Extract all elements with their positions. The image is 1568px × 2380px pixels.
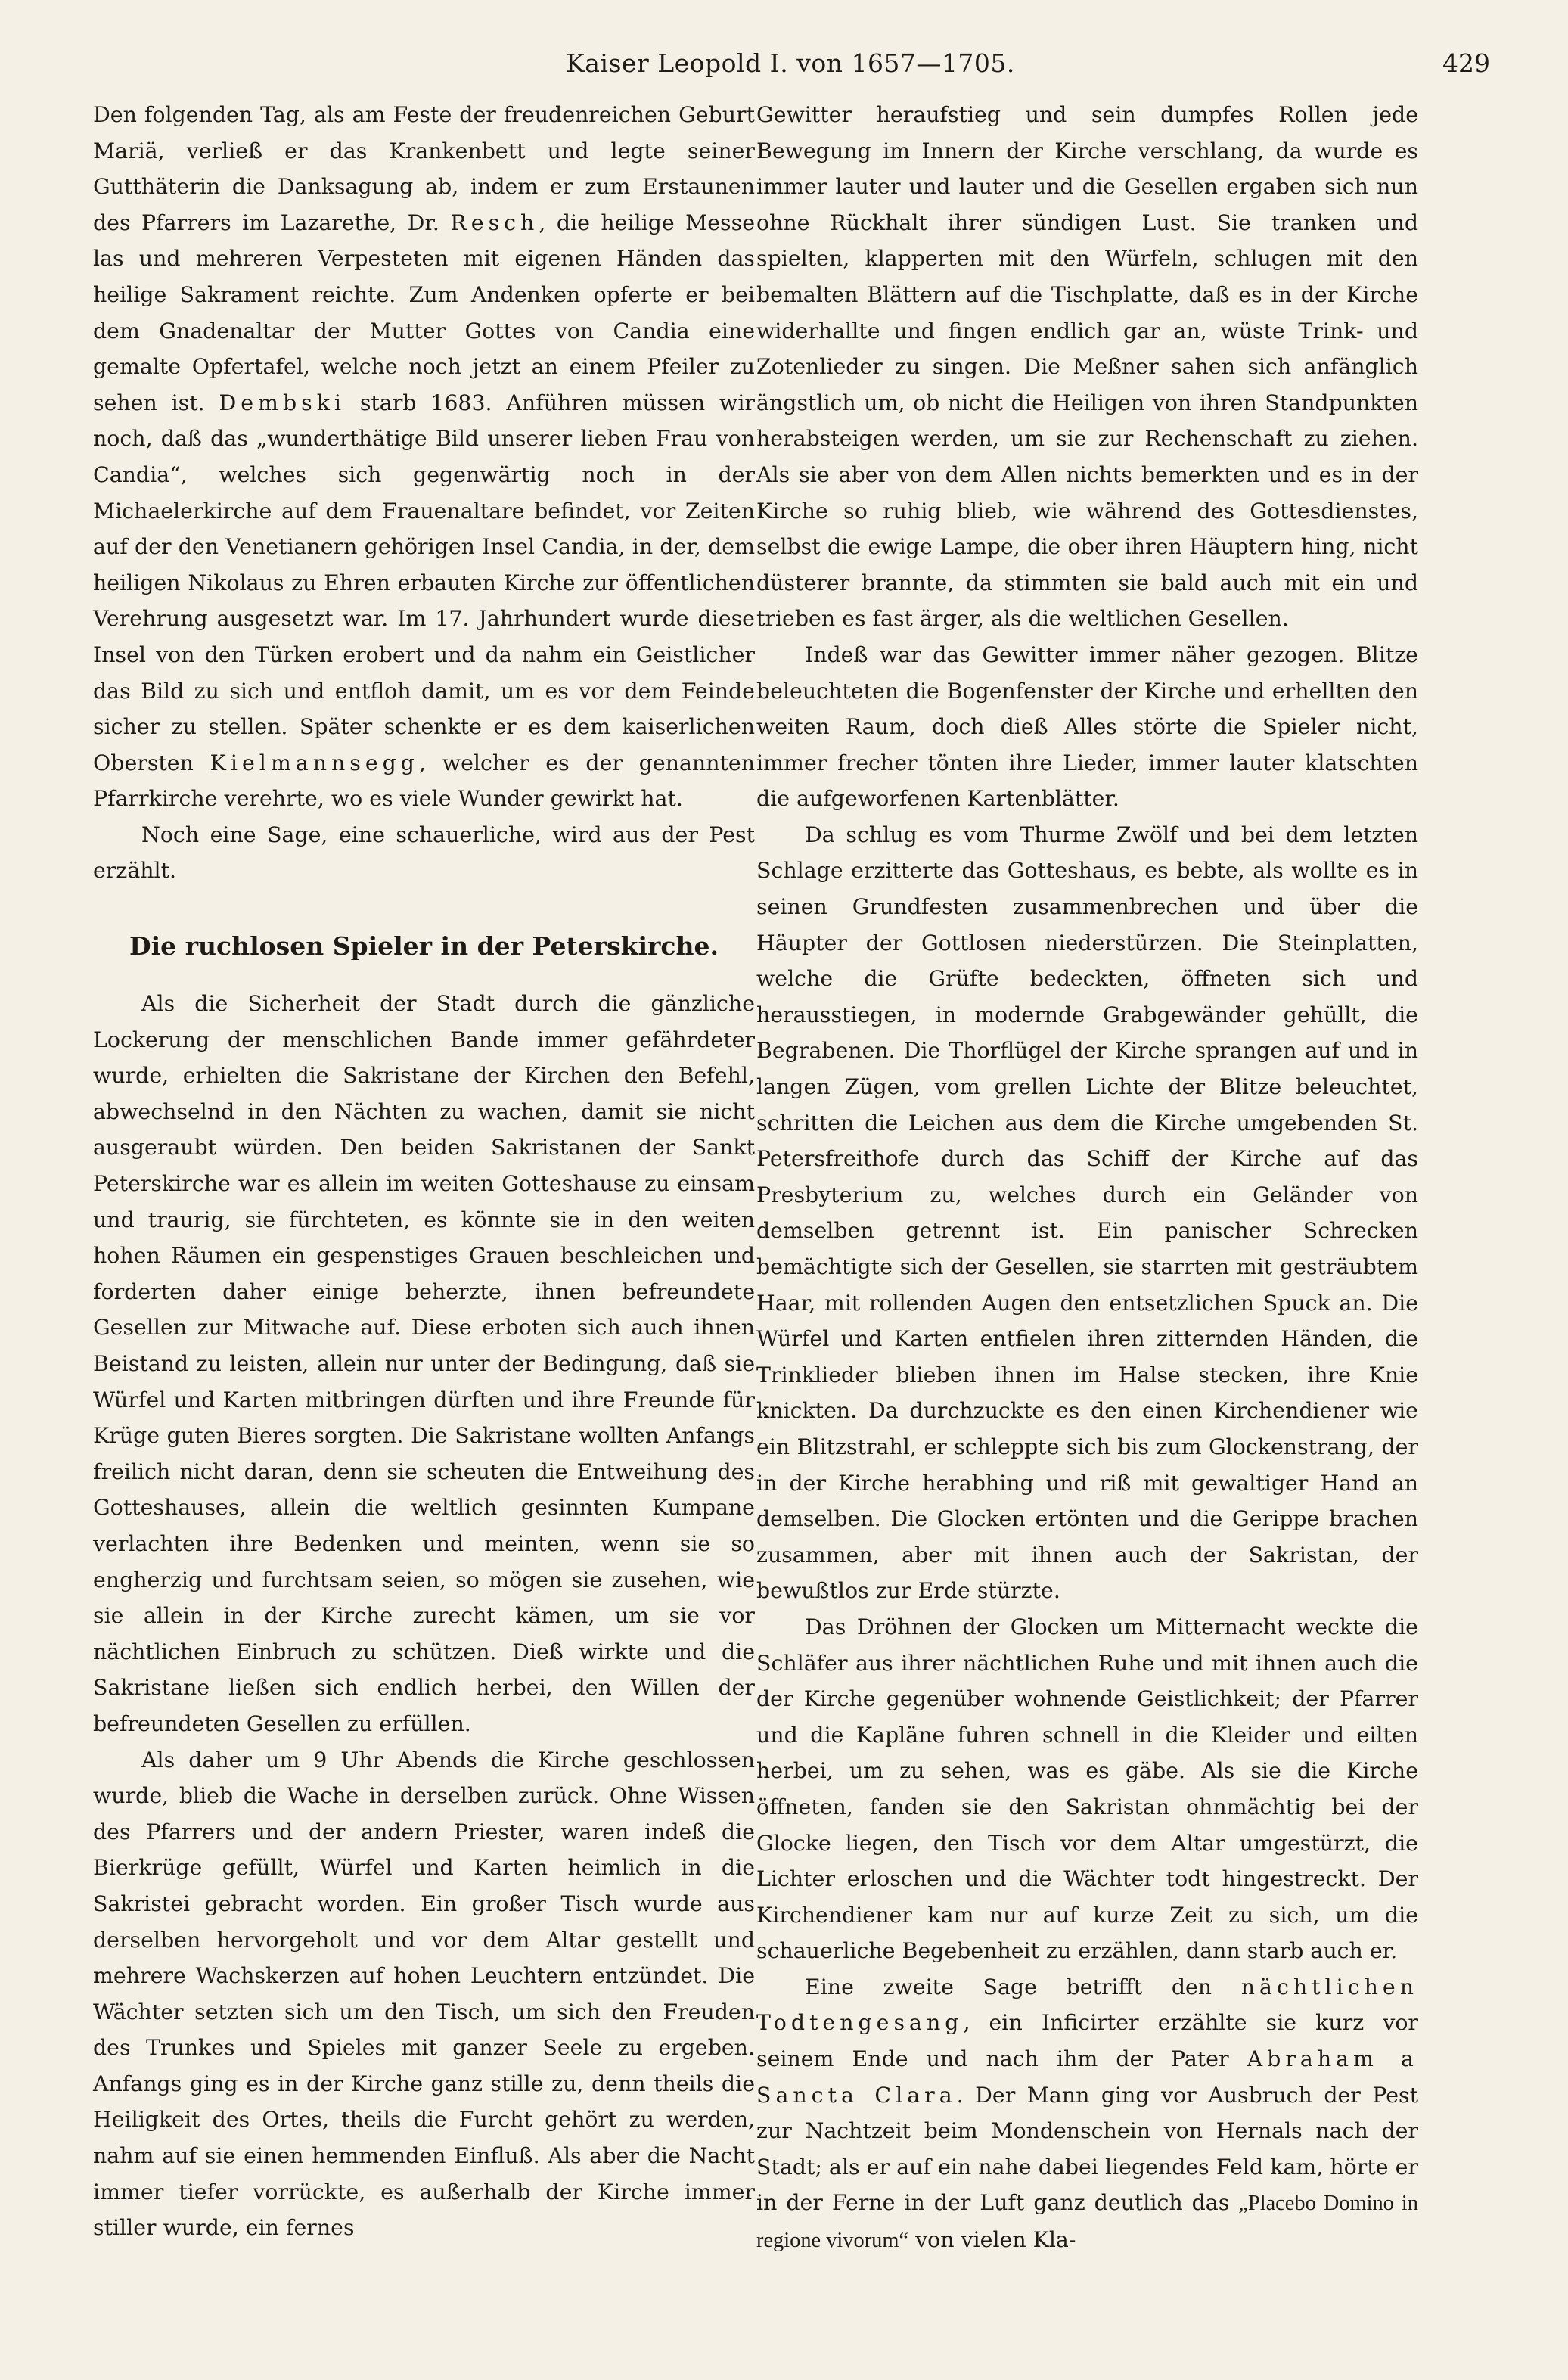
paragraph: Den folgenden Tag, als am Feste der freudenreichen Geburt Mariä, verließ er das Krankenbett und legte seiner Gutthäterin die Danksagung ab, indem er zum Erstaunen des Pfarrers im Lazarethe, Dr. Resch, die heilige Messe las und mehreren Verpesteten mit eigenen Händen das heilige Sakrament reichte. Zum Andenken opferte er bei dem Gnadenaltar der Mutter Gottes von Candia eine gemalte Opfertafel, welche noch jetzt an einem Pfeiler zu sehen ist. Dembski starb 1683. Anführen müssen wir noch, daß das „wunderthätige Bild unserer lieben Frau von Candia“, welches sich gegenwärtig noch in der Michaelerkirche auf dem Frauenaltare befindet, vor Zeiten auf der den Venetianern gehörigen Insel Candia, in der, dem heiligen Nikolaus zu Ehren erbauten Kirche zur öffentlichen Verehrung ausgesetzt war. Im 17. Jahrhundert wurde diese Insel von den Türken erobert und da nahm ein Geistlicher das Bild zu sich und entfloh damit, um es vor dem Feinde sicher zu stellen. Später schenkte er es dem kaiserlichen Obersten Kielmannsegg, welcher es der genannten Pfarrkirche verehrte, wo es viele Wunder gewirkt hat. [93,102,755,812]
emphasized-phrase: nächtlichen Todtengesang [756,1974,1418,2036]
left-column [93,97,755,2246]
paragraph: Indeß war das Gewitter immer näher gezogen. Blitze beleuchteten die Bogenfenster der Kirche und erhellten den weiten Raum, doch dieß Alles störte die Spieler nicht, immer frecher tönten ihre Lieder, immer lauter klatschten die aufgeworfenen Kartenblätter. [756,642,1418,812]
person-name: Dembski [219,390,346,415]
paragraph: Noch eine Sage, eine schauerliche, wird aus der Pest erzählt. [93,822,755,884]
paragraph: Da schlug es vom Thurme Zwölf und bei dem letzten Schlage erzitterte das Gotteshaus, es bebte, als wollte es in seinen Grundfesten zusammenbrechen und über die Häupter der Gottlosen niederstürzen. Die Steinplatten, welche die Grüfte bedeckten, öffneten sich und herausstiegen, in modernde Grabgewänder gehüllt, die Begrabenen. Die Thorflügel der Kirche sprangen auf und in langen Zügen, vom grellen Lichte der Blitze beleuchtet, schritten die Leichen aus dem die Kirche umgebenden St. Petersfreithofe durch das Schiff der Kirche auf das Presbyterium zu, welches durch ein Geländer von demselben getrennt ist. Ein panischer Schrecken bemächtigte sich der Gesellen, sie starrten mit gesträubtem Haar, mit rollenden Augen den entsetzlichen Spuck an. Die Würfel und Karten entfielen ihren zitternden Händen, die Trinklieder blieben ihnen im Halse stecken, ihre Knie knickten. Da durchzuckte es den einen Kirchendiener wie ein Blitzstrahl, er schleppte sich bis zum Glockenstrang, der in der Kirche herabhing und riß mit gewaltiger Hand an demselben. Die Glocken ertönten und die Gerippe brachen zusammen, aber mit ihnen auch der Sakristan, der bewußtlos zur Erde stürzte. [756,822,1418,1604]
page-number: 429 [1442,48,1490,78]
paragraph: Gewitter heraufstieg und sein dumpfes Rollen jede Bewegung im Innern der Kirche verschlang, da wurde es immer lauter und lauter und die Gesellen ergaben sich nun ohne Rückhalt ihrer sündigen Lust. Sie tranken und spielten, klapperten mit den Würfeln, schlugen mit den bemalten Blättern auf die Tischplatte, daß es in der Kirche widerhallte und fingen endlich gar an, wüste Trink- und Zotenlieder zu singen. Die Meßner sahen sich anfänglich ängstlich um, ob nicht die Heiligen von ihren Standpunkten herabsteigen werden, um sie zur Rechenschaft zu ziehen. Als sie aber von dem Allen nichts bemerkten und es in der Kirche so ruhig blieb, wie während des Gottesdienstes, selbst die ewige Lampe, die ober ihren Häuptern hing, nicht düsterer brannte, da stimmten sie bald auch mit ein und trieben es fast ärger, als die weltlichen Gesellen. [756,102,1418,632]
paragraph: Als daher um 9 Uhr Abends die Kirche geschlossen wurde, blieb die Wache in derselben zurück. Ohne Wissen des Pfarrers und der andern Priester, waren indeß die Bierkrüge gefüllt, Würfel und Karten heimlich in die Sakristei gebracht worden. Ein großer Tisch wurde aus derselben hervorgeholt und vor dem Altar gestellt und mehrere Wachskerzen auf hohen Leuchtern entzündet. Die Wächter setzten sich um den Tisch, um sich den Freuden des Trunkes und Spieles mit ganzer Seele zu ergeben. Anfangs ging es in der Kirche ganz stille zu, denn theils die Heiligkeit des Ortes, theils die Furcht gehört zu werden, nahm auf sie einen hemmenden Einfluß. Als aber die Nacht immer tiefer vorrückte, es außerhalb der Kirche immer stiller wurde, ein fernes [93,1747,755,2241]
person-name: Kielmannsegg [210,750,419,775]
running-head [91,42,1490,85]
running-title: Kaiser Leopold I. von 1657—1705. [566,48,1015,78]
paragraph: Als die Sicherheit der Stadt durch die gänzliche Lockerung der menschlichen Bande immer gefährdeter wurde, erhielten die Sakristane der Kirchen den Befehl, abwechselnd in den Nächten zu wachen, damit sie nicht ausgeraubt würden. Den beiden Sakristanen der Sankt Peterskirche war es allein im weiten Gotteshause zu einsam und traurig, sie fürchteten, es könnte sie in den weiten hohen Räumen ein gespenstiges Grauen beschleichen und forderten daher einige beherzte, ihnen befreundete Gesellen zur Mitwache auf. Diese erboten sich auch ihnen Beistand zu leisten, allein nur unter der Bedingung, daß sie Würfel und Karten mitbringen dürften und ihre Freunde für Krüge guten Bieres sorgten. Die Sakristane wollten Anfangs freilich nicht daran, denn sie scheuten die Entweihung des Gotteshauses, allein die weltlich gesinnten Kumpane verlachten ihre Bedenken und meinten, wenn sie so engherzig und furchtsam seien, so mögen sie zusehen, wie sie allein in der Kirche zurecht kämen, um sie vor nächtlichen Einbruch zu schützen. Dieß wirkte und die Sakristane ließen sich endlich herbei, den Willen der befreundeten Gesellen zu erfüllen. [93,991,755,1736]
paragraph: Das Dröhnen der Glocken um Mitternacht weckte die Schläfer aus ihrer nächtlichen Ruhe und mit ihnen auch die der Kirche gegenüber wohnende Geistlichkeit; der Pfarrer und die Kapläne fuhren schnell in die Kleider und eilten herbei, um zu sehen, was es gäbe. Als sie die Kirche öffneten, fanden sie den Sakristan ohnmächtig bei der Glocke liegen, den Tisch vor dem Altar umgestürzt, die Lichter erloschen und die Wächter todt hingestreckt. Der Kirchendiener kam nur auf kurze Zeit zu sich, um die schauerliche Begebenheit zu erzählen, dann starb auch er. [756,1614,1418,1964]
paragraph: Eine zweite Sage betrifft den nächtlichen Todtengesang, ein Inficirter erzählte sie kurz vor seinem Ende und nach ihm der Pater Abraham a Sancta Clara. Der Mann ging vor Ausbruch der Pest zur Nachtzeit beim Mondenschein von Hernals nach der Stadt; als er auf ein nahe dabei liegendes Feld kam, hörte er in der Ferne in der Luft ganz deutlich das „Placebo Domino in regione vivorum“ von vielen Kla- [756,1974,1419,2253]
person-name: Abraham a Sancta Clara [756,2046,1418,2108]
latin-quote: „Placebo Domino in regione vivorum“ [756,2192,1419,2253]
person-name: Resch [450,210,539,235]
section-heading: Die ruchlosen Spieler in der Peterskirche. [129,931,719,962]
right-column [756,97,1418,2259]
